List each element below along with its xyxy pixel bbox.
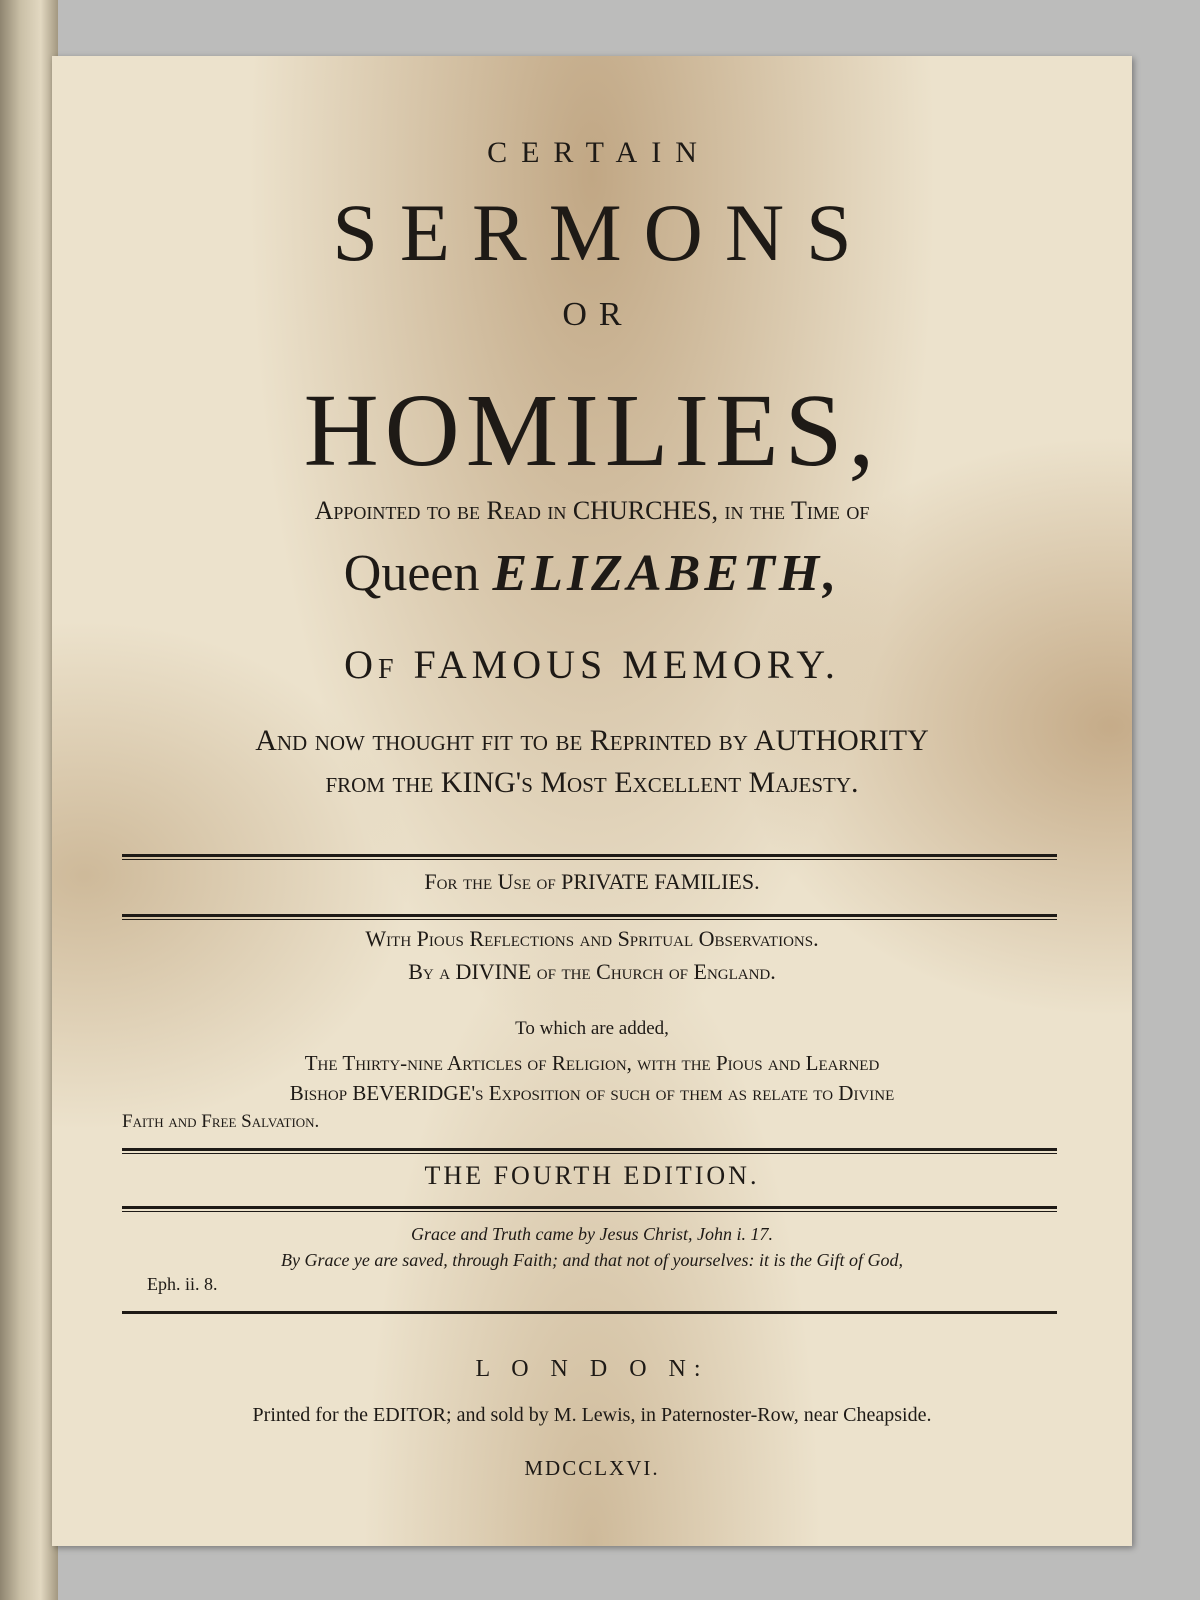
title-homilies: HOMILIES, — [303, 373, 881, 488]
famous-memory-line: Of FAMOUS MEMORY. — [344, 642, 840, 687]
queen-line — [52, 544, 1132, 603]
book-spine-edge — [0, 0, 58, 1600]
queen-prefix: Queen — [343, 545, 480, 602]
rule-3 — [122, 1148, 1057, 1151]
title-or: OR — [562, 296, 634, 333]
rule-4 — [122, 1206, 1057, 1209]
rule-2 — [122, 914, 1057, 917]
articles-line-2: Bishop BEVERIDGE's Exposition of such of them as relate to Divine — [289, 1081, 895, 1105]
appointed-line: Appointed to be Read in CHURCHES, in the Time of — [314, 496, 870, 525]
reflections-line-1: With Pious Reflections and Spritual Observations. — [365, 926, 819, 951]
title-certain: CERTAIN — [487, 136, 711, 169]
rule-5 — [122, 1311, 1057, 1314]
private-use-line: For the Use of PRIVATE FAMILIES. — [424, 869, 760, 894]
articles-line-1: The Thirty-nine Articles of Religion, with the Pious and Learned — [304, 1051, 880, 1075]
reflections-line-2: By a DIVINE of the Church of England. — [408, 959, 776, 984]
quote-line-1: Grace and Truth came by Jesus Christ, John i. 17. — [411, 1224, 773, 1244]
year-line: MDCCLXVI. — [524, 1456, 660, 1480]
quote-line-2: By Grace ye are saved, through Faith; and that not of yourselves: it is the Gift of God, — [280, 1250, 904, 1270]
reprinted-line-2: from the KING's Most Excellent Majesty. — [325, 766, 859, 799]
added-line: To which are added, — [515, 1018, 669, 1039]
queen-name: ELIZABETH, — [492, 545, 841, 602]
printed-line: Printed for the EDITOR; and sold by M. Lewis, in Paternoster-Row, near Cheapside. — [252, 1404, 932, 1426]
title-page — [52, 56, 1132, 1546]
rule-1 — [122, 854, 1057, 857]
reprinted-line-1: And now thought fit to be Reprinted by AUTHORITY — [255, 724, 929, 757]
quote-line-3: Eph. ii. 8. — [147, 1274, 218, 1294]
london-line: L O N D O N: — [475, 1356, 709, 1382]
articles-line-3: Faith and Free Salvation. — [122, 1111, 320, 1132]
title-sermons: SERMONS — [332, 187, 874, 278]
edition-line: THE FOURTH EDITION. — [424, 1161, 760, 1190]
